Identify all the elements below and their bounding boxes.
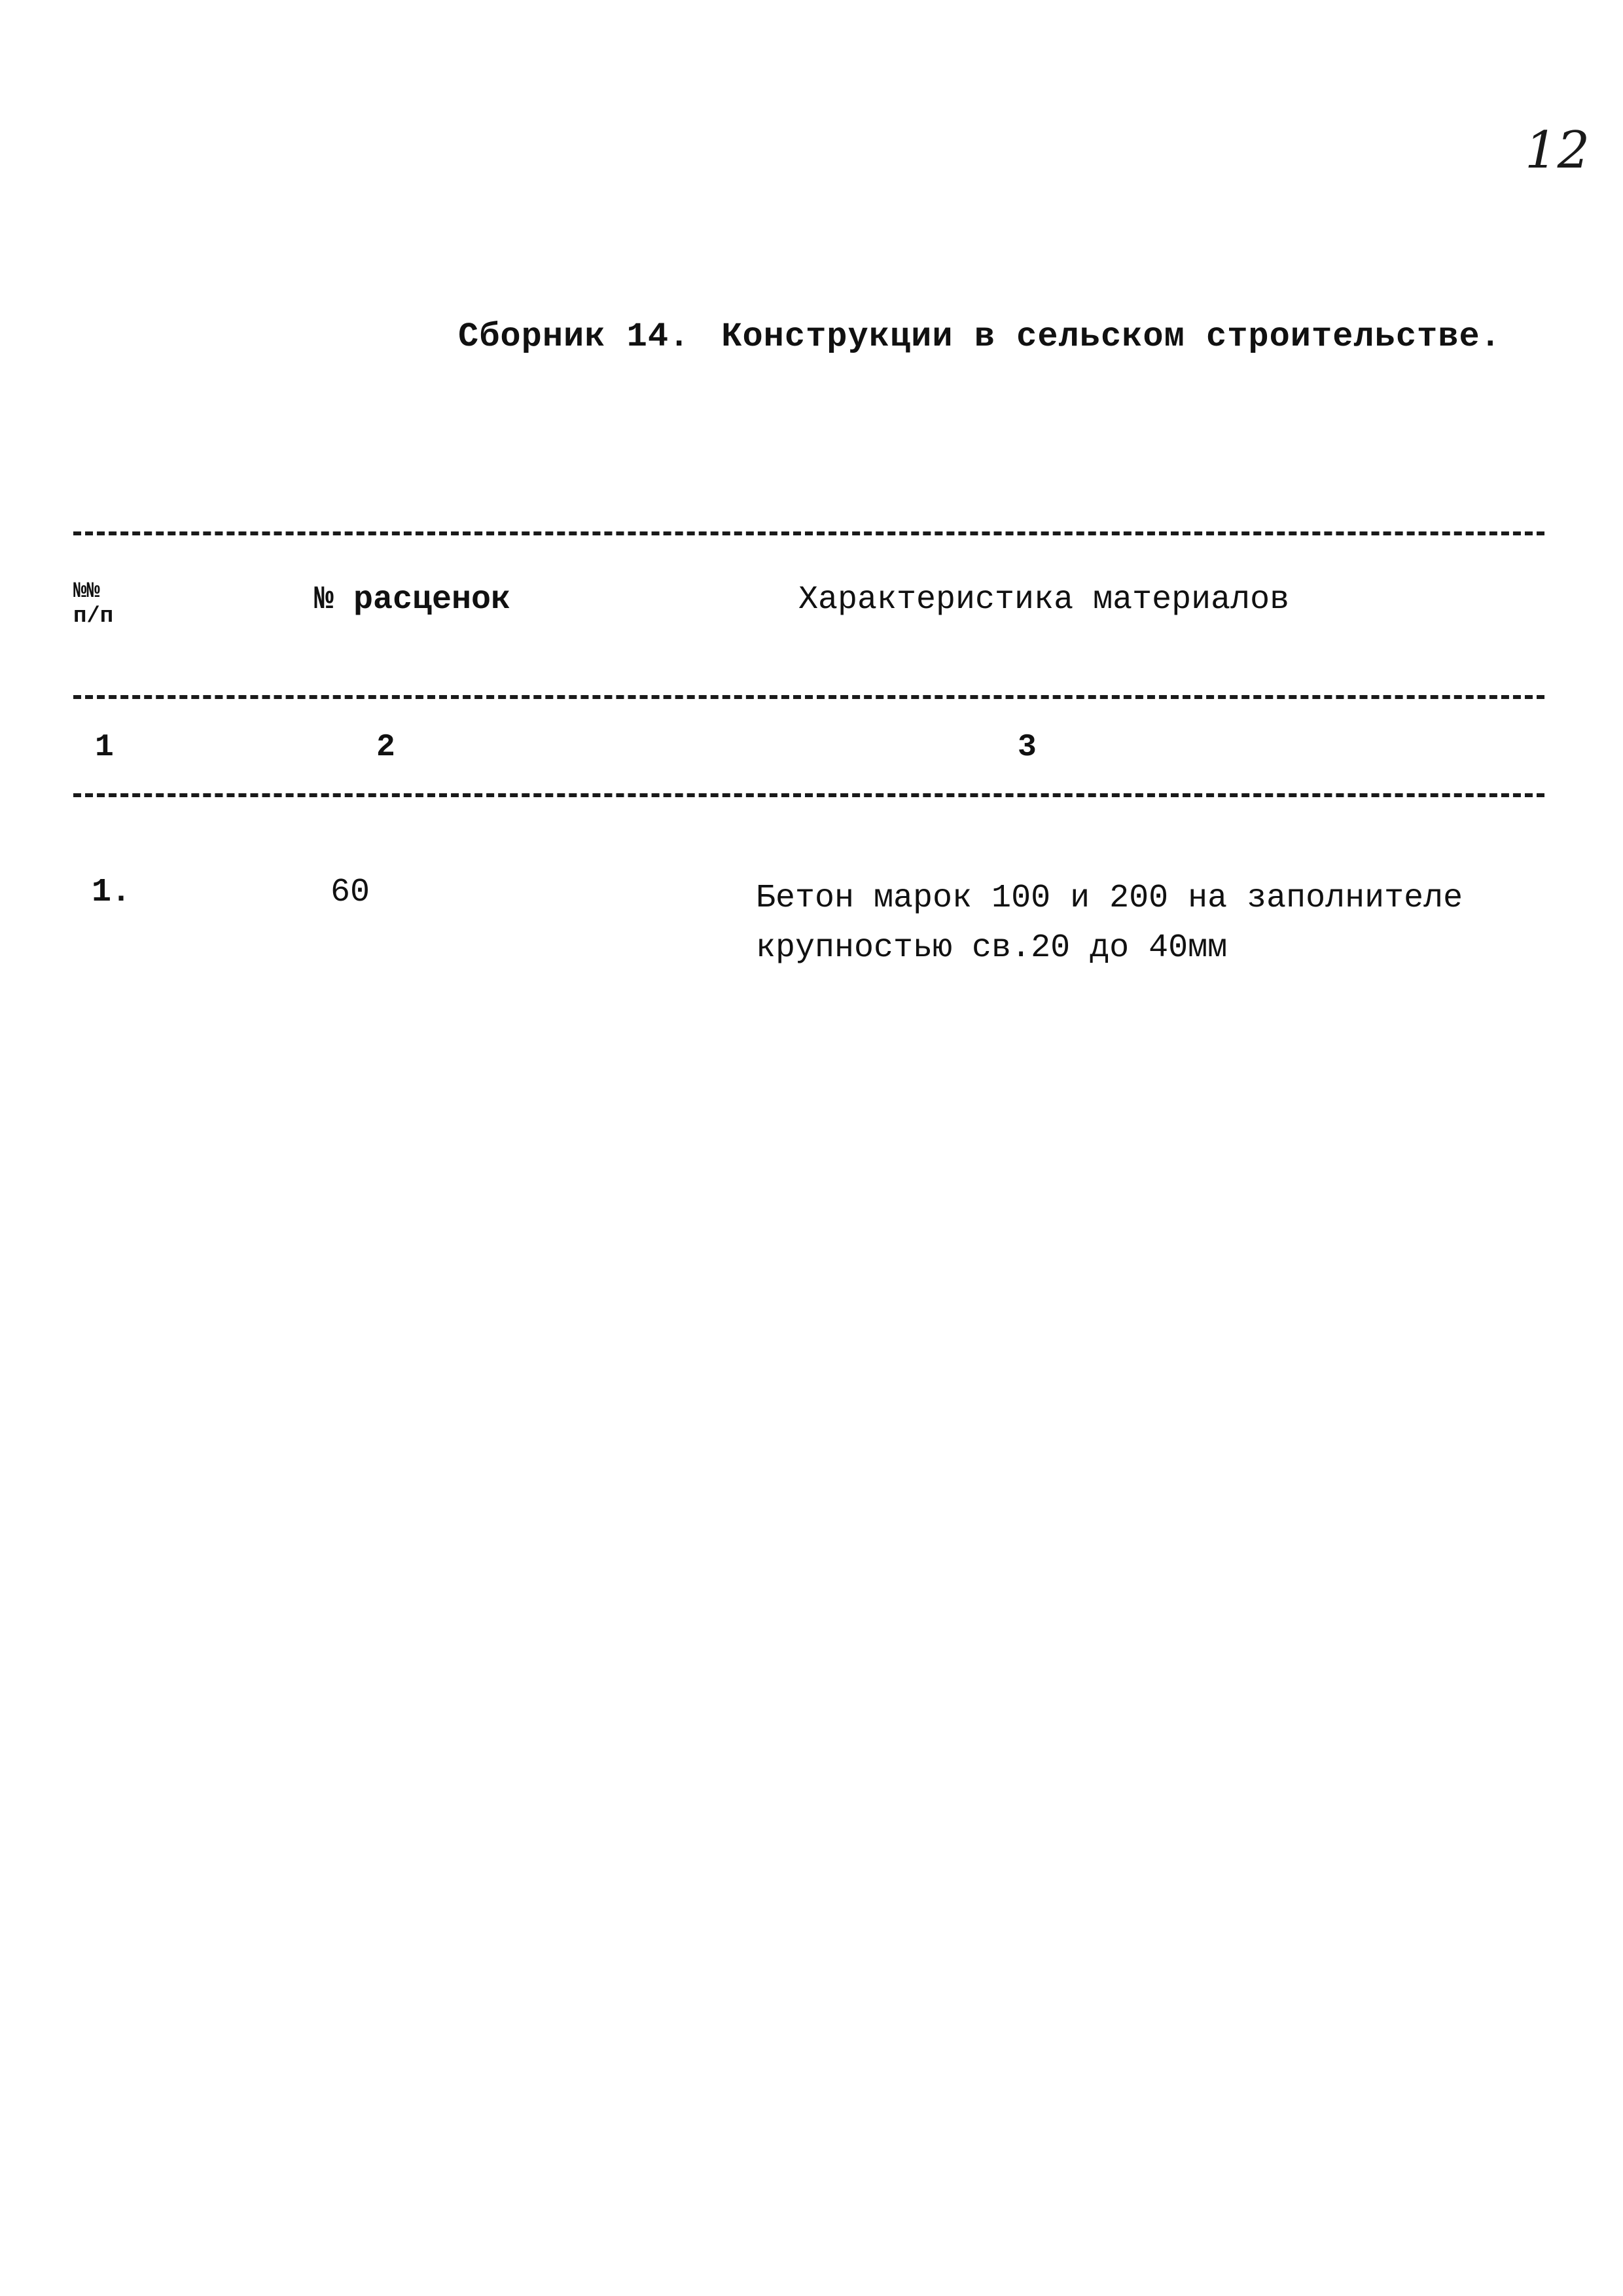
table-top-rule (73, 531, 1544, 535)
row-characteristic (756, 874, 1541, 973)
page-number: 12 (1525, 121, 1590, 180)
document-title (458, 317, 1501, 356)
index-bottom-rule (73, 793, 1544, 797)
collection-subject: Конструкции в сельском строительстве. (721, 317, 1501, 356)
header-characteristic: Характеристика материалов (798, 581, 1290, 619)
row-characteristic-line2: крупностью св.20 до 40мм (756, 929, 1228, 967)
row-number: 1. (92, 874, 132, 911)
column-index-2: 2 (376, 730, 395, 765)
header-row-number-line1: №№ (73, 579, 100, 604)
row-rate-number: 60 (330, 874, 370, 911)
header-row-number-line2: п/п (73, 604, 114, 629)
collection-label: Сборник 14. (458, 317, 690, 356)
header-rate-number: № расценок (314, 581, 511, 619)
header-bottom-rule (73, 695, 1544, 699)
column-index-1: 1 (95, 730, 114, 765)
header-row-number (73, 579, 113, 629)
row-characteristic-line1: Бетон марок 100 и 200 на заполнителе (756, 880, 1463, 917)
column-index-3: 3 (1018, 730, 1037, 765)
